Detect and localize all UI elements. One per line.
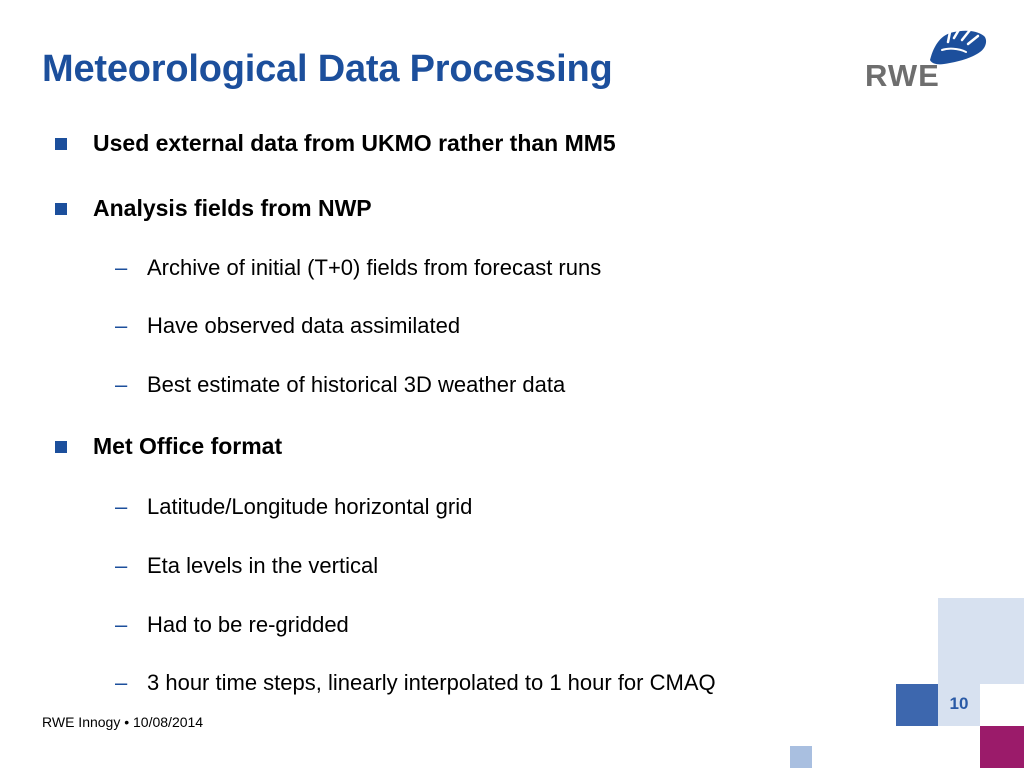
sub-bullet-item [115, 553, 378, 579]
sub-bullet-text: Best estimate of historical 3D weather data [147, 372, 566, 397]
decorative-square [896, 684, 938, 726]
sub-bullet-item [115, 313, 460, 339]
sub-bullet-item [115, 670, 716, 696]
decorative-square [790, 746, 812, 768]
slide-footer: RWE Innogy • 10/08/2014 [42, 714, 204, 730]
dash-marker: – [115, 494, 128, 519]
sub-bullet-item [115, 372, 565, 398]
square-bullet-icon [55, 203, 67, 215]
bullet-text: Analysis fields from NWP [93, 195, 372, 221]
dash-marker: – [115, 612, 128, 637]
sub-bullet-item [115, 612, 349, 638]
sub-bullet-text: Eta levels in the vertical [147, 553, 379, 578]
sub-bullet-item [115, 494, 472, 520]
bullet-item [55, 433, 282, 460]
bullet-item [55, 130, 616, 157]
decorative-square [938, 598, 1024, 684]
dash-marker: – [115, 670, 128, 695]
logo-wordmark: RWE [865, 58, 940, 93]
sub-bullet-text: Have observed data assimilated [147, 313, 461, 338]
sub-bullet-text: 3 hour time steps, linearly interpolated to 1 hour for CMAQ [147, 670, 716, 695]
dash-marker: – [115, 553, 128, 578]
dash-marker: – [115, 313, 128, 338]
sub-bullet-text: Had to be re-gridded [147, 612, 349, 637]
sub-bullet-item [115, 255, 601, 281]
bullet-text: Met Office format [93, 433, 283, 459]
dash-marker: – [115, 372, 128, 397]
bullet-text: Used external data from UKMO rather than MM5 [93, 130, 616, 156]
square-bullet-icon [55, 138, 67, 150]
square-bullet-icon [55, 441, 67, 453]
sub-bullet-text: Archive of initial (T+0) fields from forecast runs [147, 255, 602, 280]
slide-title: Meteorological Data Processing [42, 48, 613, 90]
dash-marker: – [115, 255, 128, 280]
bullet-item [55, 195, 372, 222]
rwe-logo [862, 24, 992, 93]
page-number: 10 [949, 694, 969, 713]
sub-bullet-text: Latitude/Longitude horizontal grid [147, 494, 473, 519]
decorative-square [980, 726, 1024, 768]
